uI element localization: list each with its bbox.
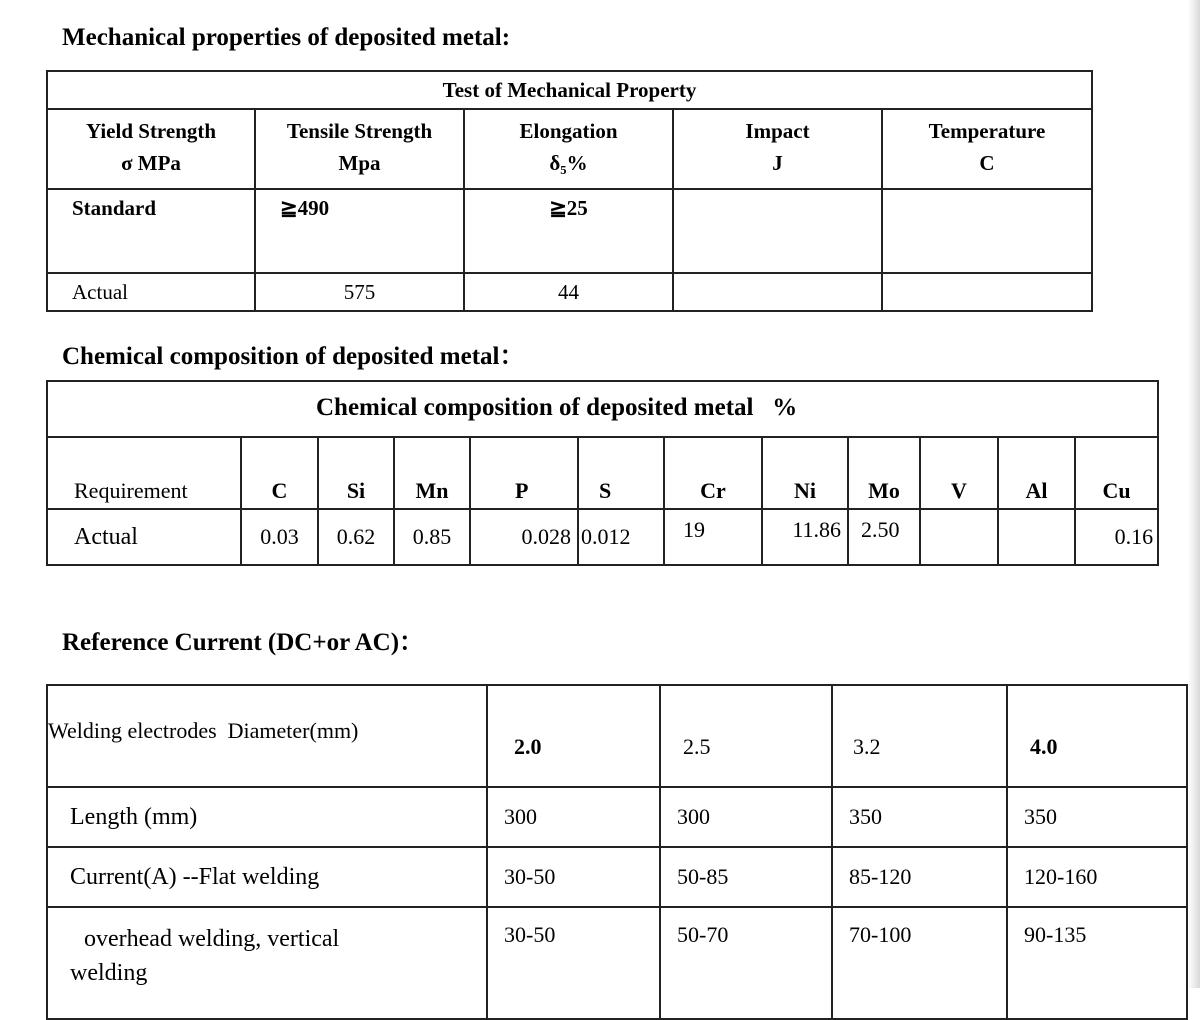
actual-temperature — [882, 273, 1092, 311]
table-row — [47, 907, 1187, 1019]
table-row — [47, 437, 1158, 509]
actual-si: 0.62 — [318, 509, 394, 565]
diameter-value: 3.2 — [832, 685, 1007, 787]
actual-p: 0.028 — [470, 509, 578, 565]
element-cr: Cr — [664, 437, 762, 509]
element-ni: Ni — [762, 437, 848, 509]
actual-ni: 11.86 — [762, 509, 848, 565]
mechanical-table-title: Test of Mechanical Property — [47, 71, 1092, 109]
actual-impact — [673, 273, 882, 311]
header-elongation: Elongation δ₅% — [464, 109, 673, 189]
diameter-label: Welding electrodes Diameter(mm) — [47, 685, 487, 787]
mechanical-properties-table — [46, 70, 1093, 312]
element-cu: Cu — [1075, 437, 1158, 509]
standard-temperature — [882, 189, 1092, 273]
standard-elongation: ≧25 — [464, 189, 673, 273]
current-heading: Reference Current (DC+or AC)： — [62, 629, 425, 656]
actual-s: 0.012 — [578, 509, 664, 565]
overhead-welding-value: 50-70 — [660, 907, 832, 1019]
table-row — [47, 787, 1187, 847]
actual-mn: 0.85 — [394, 509, 470, 565]
overhead-label-line-2: welding — [70, 960, 148, 986]
actual-c: 0.03 — [241, 509, 318, 565]
element-p: P — [470, 437, 578, 509]
length-value: 300 — [487, 787, 660, 847]
reference-current-table — [46, 684, 1188, 1020]
header-temperature: Temperature C — [882, 109, 1092, 189]
actual-mo: 2.50 — [848, 509, 920, 565]
element-mo: Mo — [848, 437, 920, 509]
table-row — [47, 847, 1187, 907]
overhead-welding-label — [47, 907, 487, 1019]
flat-welding-value: 85-120 — [832, 847, 1007, 907]
element-mn: Mn — [394, 437, 470, 509]
header-yield-strength: Yield Strength σ MPa — [47, 109, 255, 189]
table-row — [47, 109, 1092, 189]
diameter-value: 2.5 — [660, 685, 832, 787]
length-value: 300 — [660, 787, 832, 847]
standard-label: Standard — [47, 189, 255, 273]
length-value: 350 — [1007, 787, 1187, 847]
diameter-value: 4.0 — [1007, 685, 1187, 787]
table-row — [47, 189, 1092, 273]
flat-welding-value: 120-160 — [1007, 847, 1187, 907]
overhead-welding-value: 90-135 — [1007, 907, 1187, 1019]
element-v: V — [920, 437, 998, 509]
table-row — [47, 509, 1158, 565]
element-al: Al — [998, 437, 1075, 509]
mechanical-heading: Mechanical properties of deposited metal: — [62, 24, 511, 51]
flat-welding-value: 30-50 — [487, 847, 660, 907]
chemical-table-title: Chemical composition of deposited metal % — [47, 381, 1158, 437]
table-row — [47, 273, 1092, 311]
header-impact: Impact J — [673, 109, 882, 189]
length-value: 350 — [832, 787, 1007, 847]
page-edge-shadow — [1188, 0, 1200, 988]
diameter-value: 2.0 — [487, 685, 660, 787]
actual-cr: 19 — [664, 509, 762, 565]
header-tensile-strength: Tensile Strength Mpa — [255, 109, 464, 189]
length-label: Length (mm) — [47, 787, 487, 847]
element-si: Si — [318, 437, 394, 509]
flat-welding-value: 50-85 — [660, 847, 832, 907]
overhead-label-line-1: overhead welding, vertical — [84, 926, 340, 952]
actual-al — [998, 509, 1075, 565]
chemical-composition-table — [46, 380, 1159, 566]
actual-label: Actual — [47, 273, 255, 311]
element-s: S — [578, 437, 664, 509]
actual-cu: 0.16 — [1075, 509, 1158, 565]
standard-tensile: ≧490 — [255, 189, 464, 273]
overhead-welding-value: 70-100 — [832, 907, 1007, 1019]
chemical-actual-label: Actual — [47, 509, 241, 565]
actual-elongation: 44 — [464, 273, 673, 311]
standard-impact — [673, 189, 882, 273]
actual-v — [920, 509, 998, 565]
actual-tensile: 575 — [255, 273, 464, 311]
chemical-heading: Chemical composition of deposited metal： — [62, 343, 525, 370]
requirement-label: Requirement — [47, 437, 241, 509]
flat-welding-label: Current(A) --Flat welding — [47, 847, 487, 907]
table-row — [47, 685, 1187, 787]
element-c: C — [241, 437, 318, 509]
overhead-welding-value: 30-50 — [487, 907, 660, 1019]
